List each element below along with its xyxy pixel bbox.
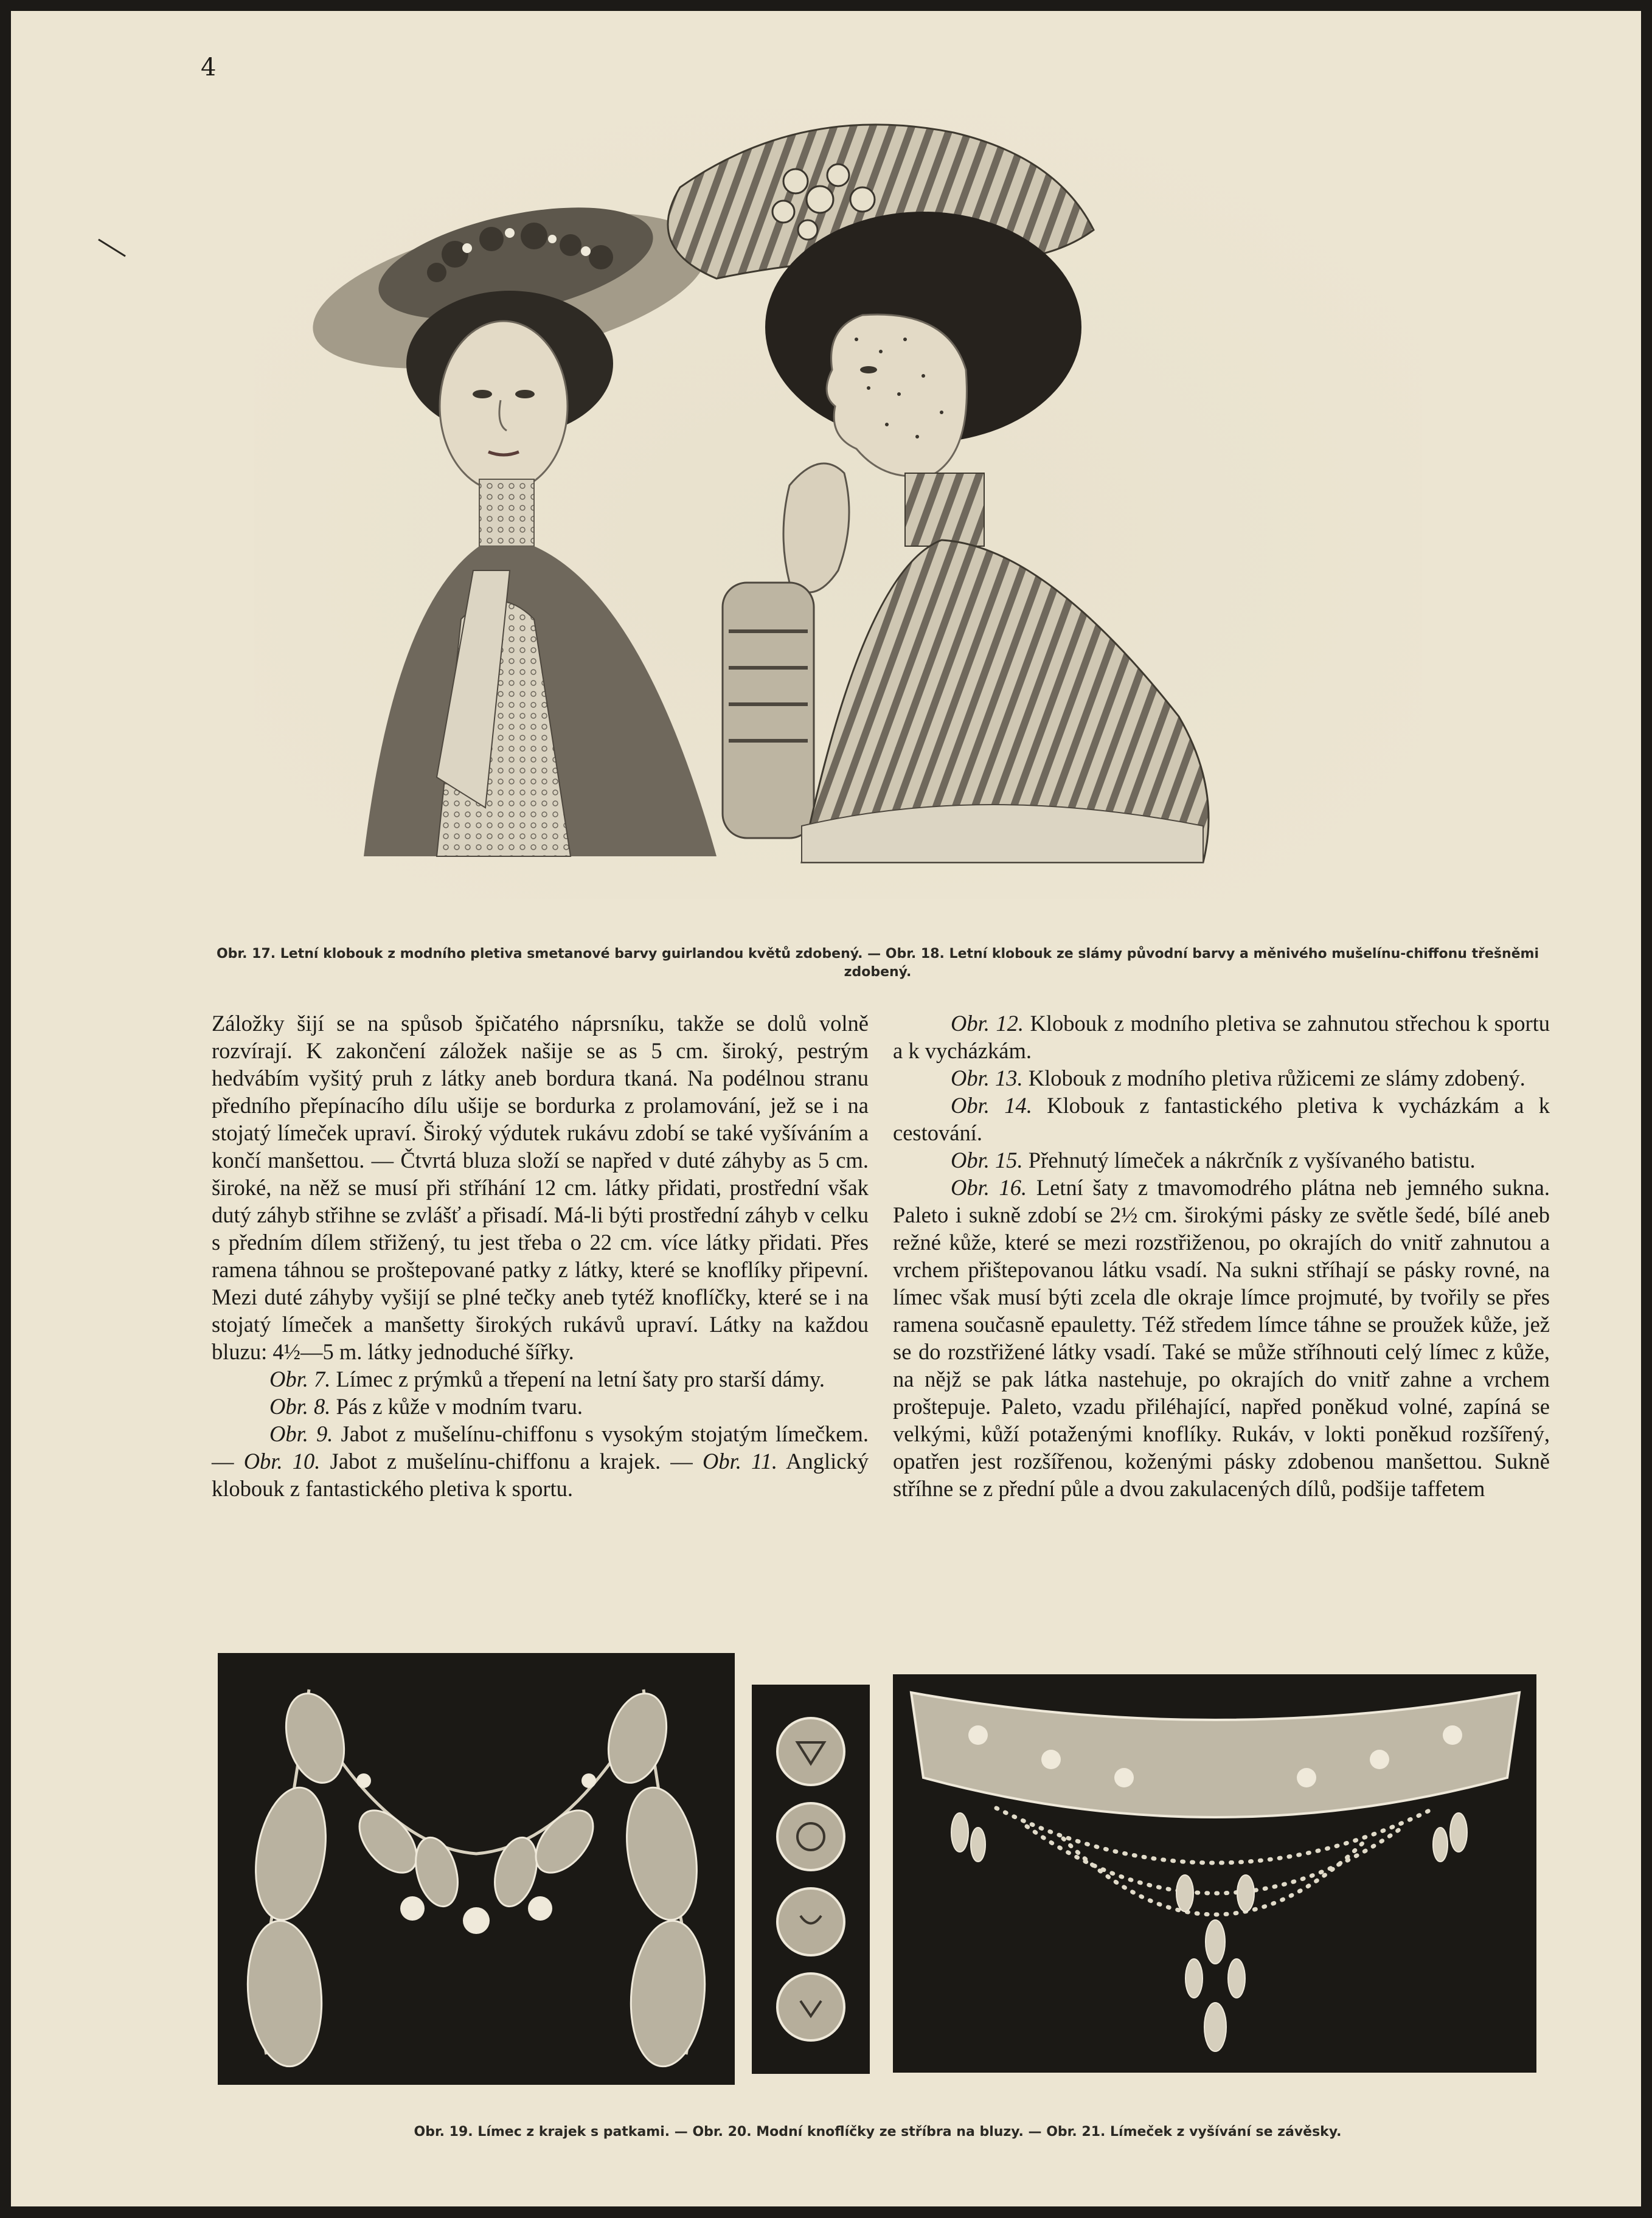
- left-column: [212, 1010, 869, 1502]
- left-paragraph-1: Záložky šijí se na spůsob špičatého náprsníku, takže se dolů volně rozvírají. K zakončení záložek našije se as 5 cm. široký, pestrým hedvábím vyšitý pruh z látky aneb bordura tkaná. Na podélnou stranu předního přepínacího dílu ušije se bordurka z prolamování, jež se i na stojatý límeček upraví. Široký výdutek rukávu zdobí se také vyšíváním a končí manšettou. — Čtvrtá bluza složí se napřed v duté záhyby as 5 cm. široké, na něž se musí při stříhání 12 cm. látky přidati, prostřední však dutý záhyb střihne se zvlášť a přisadí. Má-li býti prostřední záhyb v celku s předním dílem střižený, tu jest třeba o 22 cm. více látky přidati. Přes ramena táhnou se proštepované patky z látky, které se knoflíky připevní. Mezi duté záhyby vyšijí se plné tečky aneb tytéž knoflíčky, které se i na stojatý límeček a manšetty širokých rukávů upraví. Látky na každou bluzu: 4½—5 m. látky jednoduché šířky.: [212, 1011, 869, 1364]
- obr-11-label: Obr. 11.: [702, 1449, 777, 1474]
- obr-15-label: Obr. 15.: [951, 1148, 1023, 1173]
- lace-collar-photo: [218, 1653, 735, 2085]
- obr-16-text: Letní šaty z tmavomodrého plátna neb jemného sukna. Paleto i sukně zdobí se 2½ cm. širokými pásky ze světle šedé, bílé aneb režné kůže, které se mezi rozstřiženou, po okrajích do vnitř zahnutou a vrchem přištepovanou látku vsadí. Na sukni stříhají se pásky rovné, na límec však musí býti zcela dle okraje límce projmuté, by tvořily se přes ramena současně epauletty. Též středem límce táhne se proužek kůže, jež se do rozstřižené látky vsadí. Také se může stříhnouti celý límec z kůže, na nějž se pak látka nastehuje, po okrajích do vnitř zahne a vrchem proštepuje. Paleto, vzadu přiléhající, napřed poněkud volné, zapíná se velkými, kůží potaženými knoflíky. Rukáv, v lokti poněkud rozšířený, opatřen jest rozšířenou, koženými pásky zdobenou manšettou. Sukně stříhne se z přední půle a dvou zakulacených dílů, podšije taffetem: [893, 1175, 1550, 1501]
- obr-7-text: Límec z prýmků a třepení na letní šaty pro starší dámy.: [336, 1367, 825, 1391]
- obr-9-label: Obr. 9.: [269, 1421, 333, 1446]
- caption-figures-19-21: Obr. 19. Límec z krajek s patkami. — Obr. 20. Modní knoflíčky ze stříbra na bluzy. — Obr. 21. Límeček z vyšívání se závěsky.: [414, 2124, 1342, 2140]
- embroidered-collar-drawing: [893, 1674, 1536, 2073]
- margin-mark: [98, 238, 126, 257]
- obr-15-text: Přehnutý límeček a nákrčník z vyšívaného batistu.: [1028, 1148, 1476, 1173]
- left-paragraph-obr8: [212, 1393, 869, 1420]
- obr-12-label: Obr. 12.: [951, 1011, 1024, 1036]
- caption-figures-17-18: Obr. 17. Letní klobouk z modního pletiva smetanové barvy guirlandou květů zdobený. — Obr. 18. Letní klobouk ze slámy původní barvy a měnivého mušelínu-chiffonu třešněmi zdobený.: [216, 946, 1539, 980]
- obr-9-text: Jabot z mušelínu-chiffonu s vysokým stojatým límečkem. —: [212, 1421, 869, 1474]
- obr-11-text: Anglický klobouk z fantastického pletiva k sportu.: [212, 1449, 869, 1501]
- right-paragraph-obr15: [893, 1146, 1550, 1174]
- obr-13-text: Klobouk z modního pletiva růžicemi ze slámy zdobený.: [1028, 1066, 1525, 1090]
- obr-13-label: Obr. 13.: [951, 1066, 1023, 1090]
- right-paragraph-obr16: [893, 1174, 1550, 1502]
- obr-14-label: Obr. 14.: [951, 1093, 1032, 1118]
- obr-10-label: Obr. 10.: [243, 1449, 321, 1474]
- silver-buttons-drawing: [752, 1685, 870, 2074]
- obr-16-label: Obr. 16.: [951, 1175, 1027, 1200]
- embroidered-collar-photo: [893, 1674, 1536, 2073]
- left-paragraph-obr9-11: [212, 1420, 869, 1502]
- page-number: 4: [201, 54, 217, 81]
- left-paragraph-obr7: [212, 1365, 869, 1393]
- obr-12-text: Klobouk z modního pletiva se zahnutou střechou k sportu a k vycházkám.: [893, 1011, 1550, 1063]
- silver-buttons-photo: [752, 1685, 870, 2074]
- page: [11, 11, 1641, 2206]
- lace-collar-drawing: [218, 1653, 735, 2085]
- right-column: [893, 1010, 1550, 1502]
- right-paragraph-obr12: [893, 1010, 1550, 1064]
- obr-8-text: Pás z kůže v modním tvaru.: [336, 1394, 583, 1419]
- right-paragraph-obr14: [893, 1092, 1550, 1146]
- obr-8-label: Obr. 8.: [269, 1394, 331, 1419]
- obr-7-label: Obr. 7.: [269, 1367, 331, 1391]
- hats-illustration-drawing: [254, 108, 1422, 899]
- hats-illustration: [254, 108, 1422, 899]
- obr-10-text: Jabot z mušelínu-chiffonu a krajek. —: [330, 1449, 693, 1474]
- obr-14-text: Klobouk z fantastického pletiva k vycházkám a k cestování.: [893, 1093, 1550, 1145]
- right-paragraph-obr13: [893, 1064, 1550, 1092]
